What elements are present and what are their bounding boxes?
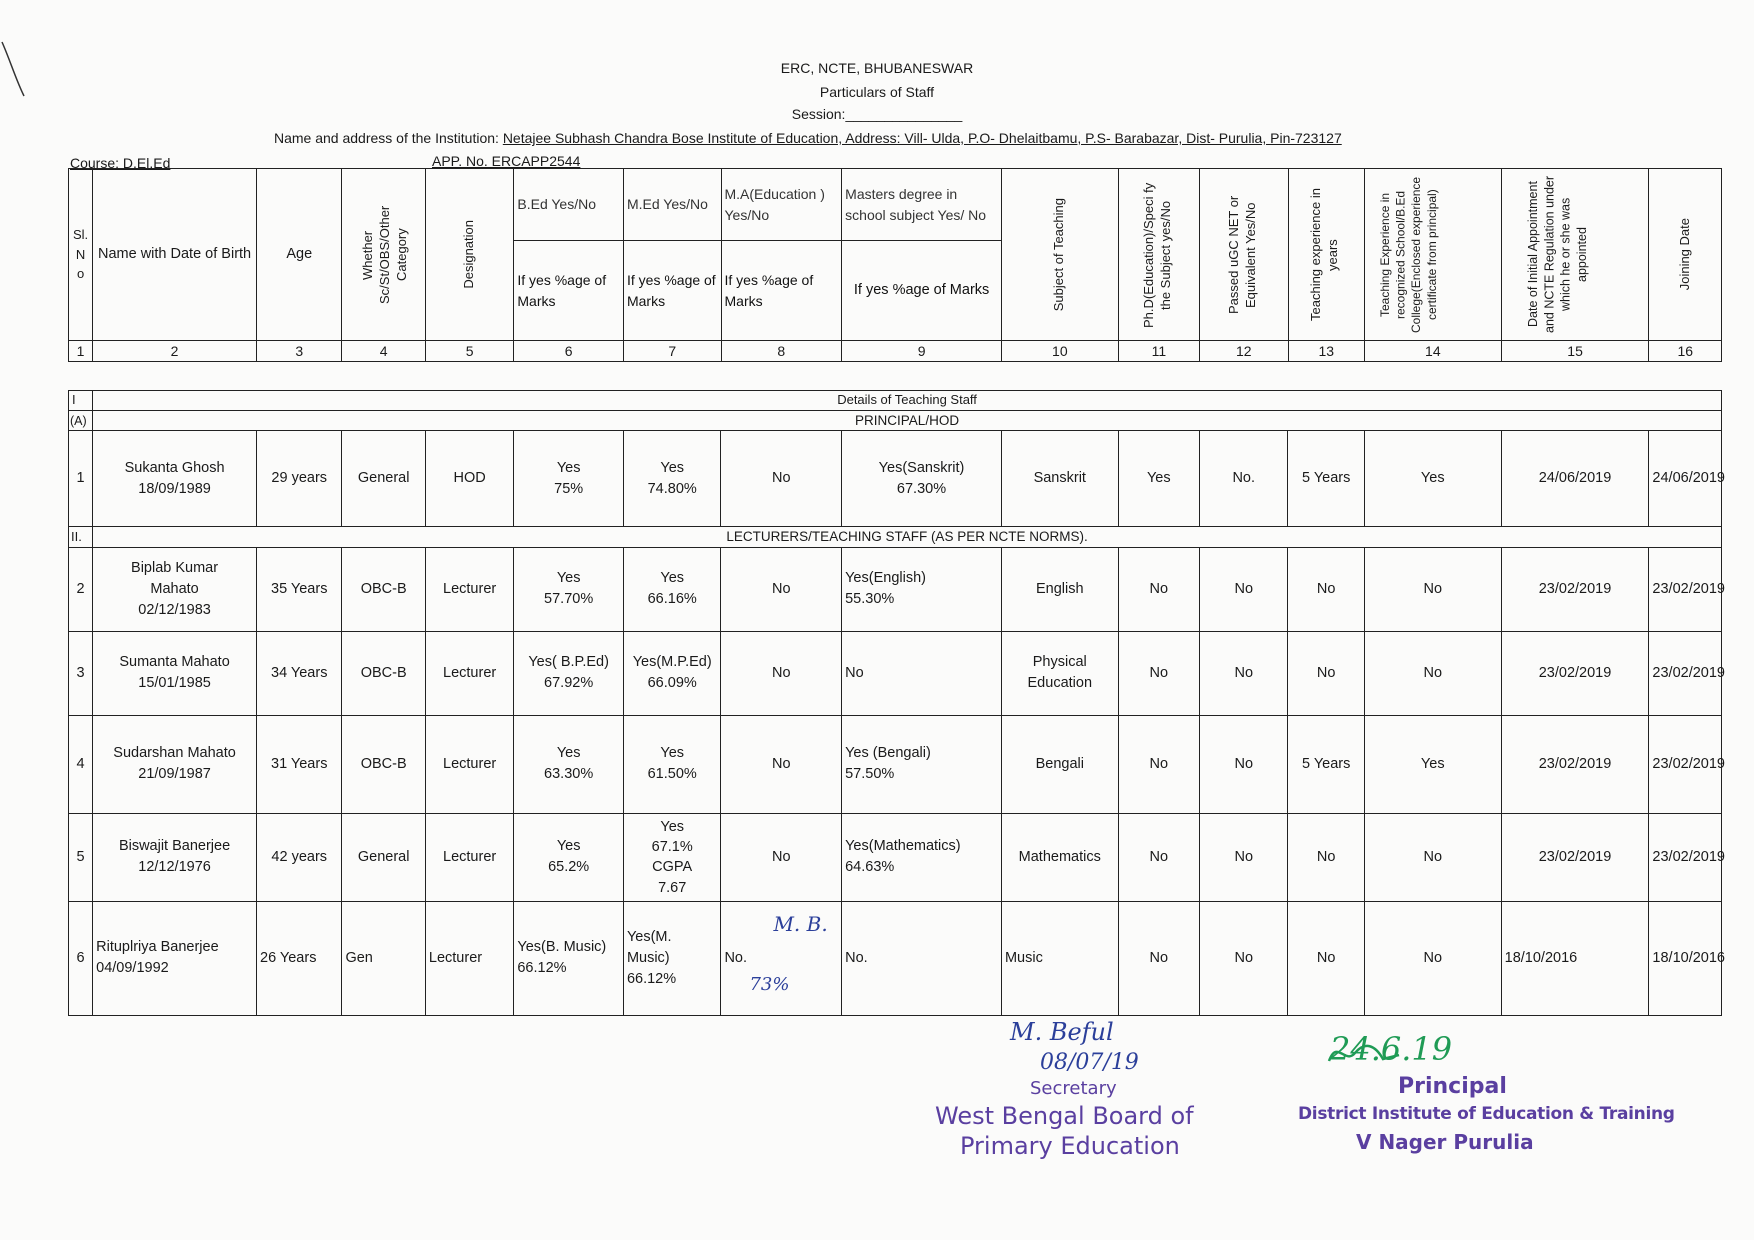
column-header-table [68,168,1722,362]
cell-ugc: No [1200,631,1288,715]
masters-percent: 67.30% [896,480,947,497]
table-row [69,813,1722,901]
cell-exp-rec: Yes [1364,715,1501,813]
cell-exp: No [1288,813,1364,901]
col-med-bottom: If yes %age of Marks [623,241,721,341]
cell-joining: 24/06/2019 [1649,431,1722,527]
column-number-row [69,341,1722,362]
cell-subject: English [1001,547,1118,631]
med-value: Yes(M. [626,928,672,945]
staff-name: Sudarshan Mahato [113,745,236,762]
cell-category: OBC-B [342,715,425,813]
bed-percent: 63.30% [544,766,594,783]
secretary-date: 08/07/19 [1040,1050,1139,1075]
cell-designation: Lecturer [425,901,513,1015]
cell-exp-rec: No [1364,901,1501,1015]
col-phd-text: Ph.D(Education)/Speci fy the Subject yes/No [1140,181,1173,328]
cell-ma [721,901,842,1015]
cell-subject [1001,631,1118,715]
cell-ugc: No. [1200,431,1288,527]
cell-initial: 23/02/2019 [1501,631,1649,715]
section-label: (A) [69,410,93,431]
col-ugc [1200,169,1288,341]
col-number: 2 [93,341,257,362]
section-row [69,391,1722,411]
col-number: 16 [1649,341,1722,362]
masters-percent: 64.63% [845,859,895,876]
cell-exp-rec: No [1364,631,1501,715]
col-designation [425,169,513,341]
cell-name [93,813,257,901]
col-number: 4 [342,341,425,362]
col-initial-appt-text: Date of Initial Appointment and NCTE Regulation under which he or she was appointed [1526,175,1589,334]
med-percent: 67.1% [651,839,693,856]
cell-phd: Yes [1118,431,1199,527]
bed-percent: 65.2% [548,859,590,876]
col-category-text: Whether Sc/St/OBS/Other Category [359,205,409,304]
masters-value: Yes(Mathematics) [845,838,961,855]
staff-name: Sukanta Ghosh [124,459,225,476]
col-masters-top: Masters degree in school subject Yes/ No [842,169,1002,241]
cell-bed [514,631,624,715]
cell-age: 31 Years [257,715,342,813]
cell-ugc: No [1200,901,1288,1015]
cell-exp-rec: No [1364,547,1501,631]
cell-phd: No [1118,631,1199,715]
masters-value: Yes (Bengali) [845,745,931,762]
med-percent: 66.09% [647,675,697,692]
cell-masters: No. [842,901,1002,1015]
col-number: 11 [1118,341,1199,362]
cell-subject: Mathematics [1001,813,1118,901]
col-age: Age [257,169,342,341]
principal-signature: 24.6.19 [1330,1030,1453,1068]
cell-exp: 5 Years [1288,431,1364,527]
staff-name: Biplab Kumar [131,559,219,576]
cell-subject: Music [1001,901,1118,1015]
section-title: PRINCIPAL/HOD [93,410,1722,431]
cell-med [623,631,721,715]
cell-sl: 3 [69,631,93,715]
cell-sl: 6 [69,901,93,1015]
bed-percent: 57.70% [544,591,594,608]
cell-ugc: No [1200,813,1288,901]
cell-initial: 23/02/2019 [1501,715,1649,813]
secretary-org-line2: Primary Education [960,1132,1180,1160]
col-joining-text: Joining Date [1676,218,1692,291]
cell-category: OBC-B [342,631,425,715]
med-value: Yes [660,745,685,762]
cell-age: 29 years [257,431,342,527]
cell-med [623,547,721,631]
section-label: I [69,391,93,411]
bed-percent: 75% [554,480,584,497]
staff-dob: 15/01/1985 [138,675,211,692]
staff-name: Biswajit Banerjee [118,838,231,855]
col-phd [1118,169,1199,341]
cell-exp: No [1288,631,1364,715]
cell-category: Gen [342,901,425,1015]
col-number: 12 [1200,341,1288,362]
handwritten-percent: 73% [749,973,790,995]
cell-joining: 18/10/2016 [1649,901,1722,1015]
cell-phd: No [1118,715,1199,813]
session-label: Session: [791,106,846,122]
med-value: Yes [660,818,685,835]
cell-joining: 23/02/2019 [1649,715,1722,813]
col-number: 13 [1288,341,1364,362]
signature-scribble-icon [1325,1035,1405,1075]
staff-name-line2: Mahato [150,580,199,597]
cell-exp-rec: Yes [1364,431,1501,527]
cell-sl: 1 [69,431,93,527]
cell-joining: 23/02/2019 [1649,813,1722,901]
section-title: Details of Teaching Staff [93,391,1722,411]
subject-value: Physical [1032,654,1087,671]
cell-exp: No [1288,901,1364,1015]
bed-value: Yes [556,459,581,476]
med-cgpa-value: 7.67 [658,879,687,896]
staff-dob: 02/12/1983 [138,601,211,618]
cell-masters [842,715,1002,813]
course-label: Course: D.El.Ed [70,155,171,171]
cell-name [93,431,257,527]
col-teach-exp-rec-text: Teaching Experience in recognized School/B.Ed College(Enclosed experience certificate from principal) [1377,176,1439,333]
header-subtitle: Particulars of Staff [819,84,935,100]
cell-name [93,631,257,715]
bed-value: Yes( B.P.Ed) [528,654,609,671]
principal-title: Principal [1398,1074,1507,1099]
section-row [69,527,1722,548]
col-number: 1 [69,341,93,362]
med-cgpa-label: CGPA [652,859,693,876]
cell-bed [514,431,624,527]
cell-age: 35 Years [257,547,342,631]
table-row [69,631,1722,715]
col-number: 9 [842,341,1002,362]
cell-category: General [342,431,425,527]
col-teach-exp [1288,169,1364,341]
cell-initial: 23/02/2019 [1501,813,1649,901]
masters-value: Yes(Sanskrit) [878,459,965,476]
institution-label: Name and address of the Institution: [274,130,499,146]
cell-initial: 24/06/2019 [1501,431,1649,527]
col-ma-bottom: If yes %age of Marks [721,241,842,341]
col-category [342,169,425,341]
cell-bed [514,901,624,1015]
cell-exp: No [1288,547,1364,631]
col-teach-exp-rec [1364,169,1501,341]
masters-percent: 55.30% [845,591,895,608]
table-row [69,431,1722,527]
col-joining [1649,169,1722,341]
col-number: 10 [1002,341,1119,362]
cell-ma: No [721,431,842,527]
col-teach-exp-text: Teaching experience in years [1308,188,1341,321]
col-med-top: M.Ed Yes/No [623,169,721,241]
med-percent: 61.50% [647,766,697,783]
cell-category: OBC-B [342,547,425,631]
cell-ma: No [721,547,842,631]
med-value-line2: Music) [626,949,670,966]
col-bed-top: B.Ed Yes/No [514,169,624,241]
section-label: II. [69,527,93,548]
secretary-org-line1: West Bengal Board of [935,1102,1194,1130]
cell-age: 34 Years [257,631,342,715]
col-bed-bottom: If yes %age of Marks [514,241,624,341]
cell-med [623,813,721,901]
session-value: _______________ [845,106,963,122]
cell-age: 26 Years [257,901,342,1015]
cell-sl: 5 [69,813,93,901]
col-number: 7 [623,341,721,362]
bed-value: Yes(B. Music) [517,939,607,956]
cell-bed [514,547,624,631]
col-subject [1002,169,1119,341]
subject-value-line2: Education [1027,675,1093,692]
principal-org-line1: District Institute of Education & Training [1298,1104,1675,1124]
section-row [69,410,1722,431]
staff-dob: 04/09/1992 [96,960,169,977]
col-subject-text: Subject of Teaching [1051,197,1067,312]
col-ma-top: M.A(Education ) Yes/No [721,169,842,241]
header-title: ERC, NCTE, BHUBANESWAR [780,60,974,76]
cell-name [93,715,257,813]
cell-initial: 23/02/2019 [1501,547,1649,631]
app-number: APP. No. ERCAPP2544 [432,153,581,169]
ma-value: No. [724,949,748,966]
cell-designation: Lecturer [425,547,513,631]
col-designation-text: Designation [461,220,477,289]
handwritten-initials: M. B. [773,911,828,936]
staff-name: Sumanta Mahato [119,654,230,671]
cell-subject: Sanskrit [1001,431,1118,527]
cell-ma: No [721,631,842,715]
cell-sl: 2 [69,547,93,631]
col-number: 15 [1501,341,1649,362]
col-number: 3 [257,341,342,362]
cell-ma: No [721,715,842,813]
col-number: 14 [1364,341,1501,362]
bed-percent: 66.12% [517,960,567,977]
med-value: Yes(M.P.Ed) [632,654,712,671]
cell-name [93,901,257,1015]
table-row [69,715,1722,813]
cell-designation: Lecturer [425,715,513,813]
med-percent: 74.80% [647,480,697,497]
med-value: Yes [660,459,685,476]
cell-ugc: No [1200,547,1288,631]
section-title: LECTURERS/TEACHING STAFF (AS PER NCTE NORMS). [93,527,1722,548]
principal-org-line2: V Nager Purulia [1356,1130,1534,1154]
cell-bed [514,715,624,813]
session-line [0,106,1754,122]
cell-masters [842,547,1002,631]
cell-phd: No [1118,901,1199,1015]
col-sl: Sl. N o [69,169,93,341]
institution-line [274,130,1342,146]
med-percent: 66.12% [626,970,677,987]
masters-value: Yes(English) [845,570,926,587]
cell-joining: 23/02/2019 [1649,631,1722,715]
cell-med [623,431,721,527]
table-row [69,901,1722,1015]
col-number: 6 [514,341,624,362]
cell-designation: HOD [425,431,513,527]
cell-name [93,547,257,631]
bed-value: Yes [556,838,581,855]
cell-exp-rec: No [1364,813,1501,901]
cell-subject: Bengali [1001,715,1118,813]
staff-dob: 18/09/1989 [138,480,211,497]
col-name: Name with Date of Birth [93,169,257,341]
cell-phd: No [1118,547,1199,631]
cell-masters [842,813,1002,901]
margin-mark-icon [0,40,30,100]
staff-table [68,390,1725,1016]
bed-percent: 67.92% [544,675,594,692]
bed-value: Yes [556,745,581,762]
cell-masters: No [842,631,1002,715]
cell-initial: 18/10/2016 [1501,901,1649,1015]
secretary-title: Secretary [1030,1078,1117,1099]
staff-name: Rituplriya Banerjee [96,939,219,956]
med-percent: 66.16% [647,591,697,608]
cell-designation: Lecturer [425,631,513,715]
col-masters-bottom: If yes %age of Marks [842,241,1002,341]
staff-dob: 12/12/1976 [138,859,211,876]
secretary-signature: M. Beful [1010,1018,1114,1046]
cell-ugc: No [1200,715,1288,813]
cell-exp: 5 Years [1288,715,1364,813]
cell-joining: 23/02/2019 [1649,547,1722,631]
cell-masters [842,431,1002,527]
masters-percent: 57.50% [845,766,895,783]
cell-phd: No [1118,813,1199,901]
cell-sl: 4 [69,715,93,813]
cell-age: 42 years [257,813,342,901]
cell-med [623,901,721,1015]
staff-dob: 21/09/1987 [138,766,211,783]
med-value: Yes [660,570,685,587]
institution-value: Netajee Subhash Chandra Bose Institute of Education, Address: Vill- Ulda, P.O- Dhelaitbamu, P.S- Barabazar, Dist- Purulia, Pin-723127 [502,130,1342,146]
col-initial-appt [1501,169,1649,341]
col-number: 5 [425,341,513,362]
cell-bed [514,813,624,901]
col-number: 8 [721,341,842,362]
table-row [69,547,1722,631]
col-ugc-text: Passed uGC NET or Equivalent Yes/No [1225,195,1258,314]
bed-value: Yes [556,570,581,587]
cell-ma: No [721,813,842,901]
cell-designation: Lecturer [425,813,513,901]
cell-category: General [342,813,425,901]
cell-med [623,715,721,813]
